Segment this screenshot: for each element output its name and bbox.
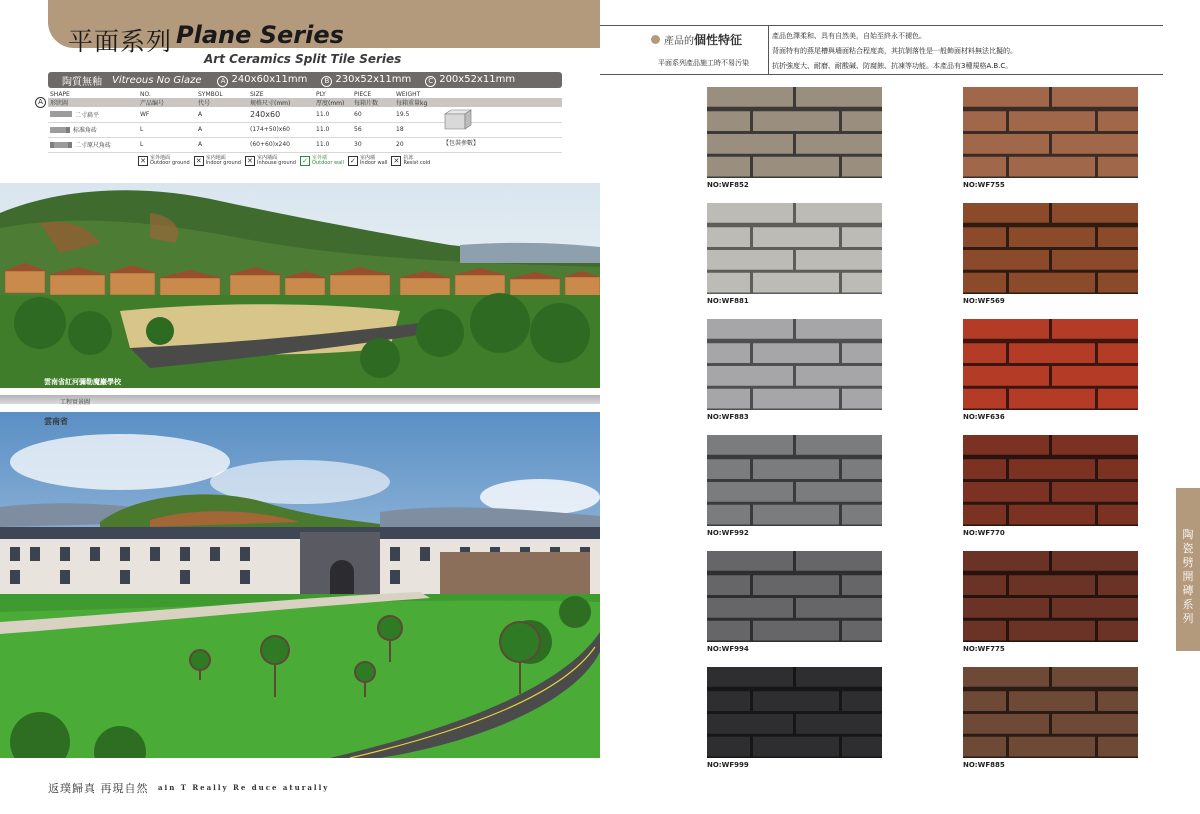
brick bbox=[842, 737, 882, 757]
table-row bbox=[48, 122, 562, 137]
brick bbox=[707, 598, 793, 618]
row-weight: 20 bbox=[394, 137, 562, 152]
side-tab-char: 陶 bbox=[1182, 528, 1194, 541]
brick bbox=[753, 621, 839, 641]
side-tab-char: 開 bbox=[1182, 570, 1194, 583]
brick bbox=[753, 505, 839, 525]
usage-en: Inhouse ground bbox=[256, 159, 296, 166]
brick bbox=[1052, 551, 1138, 571]
page-subtitle: Art Ceramics Split Tile Series bbox=[204, 52, 402, 66]
usage-cn: 室外地面 bbox=[150, 154, 171, 161]
brick bbox=[963, 134, 1049, 154]
row-no: WF bbox=[138, 107, 196, 122]
tile-swatch bbox=[963, 667, 1138, 758]
project-photo-bottom bbox=[0, 412, 600, 758]
row-size: 240x60 bbox=[248, 107, 314, 122]
side-tab-char: 系 bbox=[1182, 598, 1194, 611]
usage-inhouse-ground bbox=[245, 155, 296, 166]
brick bbox=[707, 111, 750, 131]
brick bbox=[1009, 111, 1095, 131]
brick bbox=[707, 621, 750, 641]
brick bbox=[1052, 319, 1138, 339]
brick bbox=[963, 366, 1049, 386]
brick bbox=[796, 435, 882, 455]
flat-tile-icon bbox=[50, 111, 72, 117]
page-title-en: Plane Series bbox=[176, 21, 344, 49]
col-ply: PLY bbox=[316, 90, 326, 98]
inhouse-ground-icon: ✕ bbox=[245, 156, 255, 166]
tile-swatch bbox=[707, 667, 882, 758]
brick bbox=[753, 691, 839, 711]
brick bbox=[963, 87, 1049, 107]
brick bbox=[753, 389, 839, 409]
brick bbox=[1098, 459, 1138, 479]
package-label: 【包裝參數】 bbox=[443, 140, 480, 147]
brick bbox=[842, 575, 882, 595]
feature-description bbox=[772, 29, 1162, 74]
row-no: L bbox=[138, 122, 196, 137]
usage-en: Outdoor wall bbox=[312, 159, 344, 166]
swatch-code-label: NO:WF999 bbox=[707, 761, 749, 769]
brick bbox=[963, 551, 1049, 571]
usage-indoor-wall bbox=[348, 155, 388, 166]
swatch-code-label: NO:WF992 bbox=[707, 529, 749, 537]
side-tab bbox=[1176, 488, 1200, 651]
tile-swatch bbox=[707, 435, 882, 526]
brick-pattern bbox=[963, 319, 1138, 410]
brick bbox=[753, 157, 839, 177]
brick bbox=[963, 482, 1049, 502]
col-symbol-cn: 代号 bbox=[196, 98, 248, 107]
brick bbox=[963, 505, 1006, 525]
feature-title-prefix: 產品的 bbox=[664, 36, 694, 47]
brick bbox=[842, 389, 882, 409]
package-box-icon bbox=[443, 108, 473, 130]
col-no-cn: 产品编号 bbox=[138, 98, 196, 107]
indoor-ground-icon: ✕ bbox=[194, 156, 204, 166]
brick bbox=[1052, 598, 1138, 618]
table-header-en bbox=[48, 90, 562, 98]
side-tab-char: 列 bbox=[1182, 612, 1194, 625]
brick bbox=[963, 227, 1006, 247]
usage-cn: 室内地面 bbox=[205, 154, 226, 161]
brick bbox=[707, 157, 750, 177]
brick bbox=[1009, 737, 1095, 757]
tile-swatch bbox=[963, 319, 1138, 410]
feature-line: 背面特有的燕尾槽與墻面粘合程度高，其抗剝落性是一般飾面材料無法比擬的。 bbox=[772, 47, 1017, 55]
brick bbox=[796, 87, 882, 107]
tile-swatch bbox=[963, 87, 1138, 178]
symbol-b-icon: B bbox=[321, 76, 332, 87]
brick bbox=[963, 435, 1049, 455]
brick bbox=[842, 505, 882, 525]
usage-cn: 抗冻 bbox=[403, 154, 414, 161]
swatch-code-label: NO:WF885 bbox=[963, 761, 1005, 769]
row-name: 二寸扁平 bbox=[75, 111, 100, 119]
side-tab-text bbox=[1176, 528, 1200, 626]
feature-vertical-rule bbox=[768, 26, 769, 74]
usage-outdoor-wall bbox=[300, 155, 344, 166]
brick bbox=[963, 389, 1006, 409]
usage-cn: 室内墙 bbox=[359, 154, 375, 161]
col-ply-cn: 厚度(mm) bbox=[314, 98, 352, 107]
col-symbol: SYMBOL bbox=[198, 90, 223, 98]
brick bbox=[707, 575, 750, 595]
swatch-code-label: NO:WF994 bbox=[707, 645, 749, 653]
usage-en: Indoor ground bbox=[205, 159, 241, 166]
side-tab-char: 磚 bbox=[1182, 584, 1194, 597]
corner-tile-icon bbox=[50, 127, 70, 133]
brick bbox=[753, 111, 839, 131]
brick bbox=[1009, 389, 1095, 409]
brick bbox=[963, 575, 1006, 595]
swatch-code-label: NO:WF852 bbox=[707, 181, 749, 189]
brick bbox=[1052, 482, 1138, 502]
brick bbox=[1052, 87, 1138, 107]
brick-pattern bbox=[707, 551, 882, 642]
row-piece: 60 bbox=[352, 107, 394, 122]
material-cn: 陶質無釉 bbox=[62, 76, 102, 88]
brick bbox=[1009, 273, 1095, 293]
brick bbox=[1009, 691, 1095, 711]
brick bbox=[796, 319, 882, 339]
table-header-cn bbox=[48, 98, 562, 107]
swatch-code-label: NO:WF755 bbox=[963, 181, 1005, 189]
usage-en: Indoor wall bbox=[359, 159, 388, 166]
brick bbox=[707, 459, 750, 479]
brick bbox=[963, 691, 1006, 711]
feature-top-rule bbox=[600, 25, 1163, 26]
swatch-code-label: NO:WF569 bbox=[963, 297, 1005, 305]
swatch-code-label: NO:WF775 bbox=[963, 645, 1005, 653]
usage-resist-cold bbox=[391, 155, 430, 166]
brick bbox=[707, 482, 793, 502]
brick bbox=[1009, 621, 1095, 641]
brick bbox=[707, 203, 793, 223]
usage-outdoor-ground bbox=[138, 155, 190, 166]
tile-swatch bbox=[963, 435, 1138, 526]
brick bbox=[1098, 505, 1138, 525]
brick bbox=[796, 667, 882, 687]
brick bbox=[963, 459, 1006, 479]
brick bbox=[963, 319, 1049, 339]
brick bbox=[707, 134, 793, 154]
brick bbox=[1098, 157, 1138, 177]
usage-legend bbox=[138, 155, 430, 166]
col-no: NO. bbox=[140, 90, 151, 98]
row-piece: 56 bbox=[352, 122, 394, 137]
brick-pattern bbox=[963, 551, 1138, 642]
brick bbox=[707, 505, 750, 525]
indoor-wall-icon: ✓ bbox=[348, 156, 358, 166]
side-tab-char: 劈 bbox=[1182, 556, 1194, 569]
brick bbox=[707, 273, 750, 293]
brick bbox=[796, 203, 882, 223]
brick bbox=[753, 343, 839, 363]
photo-band-caption: 工程實景圖 bbox=[60, 399, 91, 406]
brick bbox=[707, 691, 750, 711]
brick bbox=[842, 273, 882, 293]
brick-pattern bbox=[963, 203, 1138, 294]
brick bbox=[753, 459, 839, 479]
size-option-c-text: 200x52x11mm bbox=[439, 73, 516, 85]
brick-pattern bbox=[963, 667, 1138, 758]
brick bbox=[796, 134, 882, 154]
brick bbox=[963, 157, 1006, 177]
row-size: (174+50)x60 bbox=[248, 122, 314, 137]
size-option-a bbox=[217, 74, 307, 87]
footer-slogan: ain T Really Re duce aturally bbox=[158, 783, 330, 792]
outdoor-ground-icon: ✕ bbox=[138, 156, 148, 166]
symbol-a-icon: A bbox=[217, 76, 228, 87]
brick bbox=[963, 621, 1006, 641]
brick bbox=[707, 366, 793, 386]
brick bbox=[707, 435, 793, 455]
brick bbox=[1052, 250, 1138, 270]
row-piece: 30 bbox=[352, 137, 394, 152]
brick bbox=[842, 157, 882, 177]
tile-swatch bbox=[707, 87, 882, 178]
col-size-cn: 规格尺寸(mm) bbox=[248, 98, 314, 107]
brick bbox=[753, 737, 839, 757]
brick bbox=[707, 737, 750, 757]
spec-bar bbox=[48, 72, 562, 88]
brick-pattern bbox=[707, 319, 882, 410]
feature-subtext: 平面系列產品施工時不易污染 bbox=[658, 59, 749, 67]
brick-pattern bbox=[707, 87, 882, 178]
brick bbox=[963, 111, 1006, 131]
brick bbox=[753, 273, 839, 293]
brick bbox=[1009, 227, 1095, 247]
tile-swatch bbox=[707, 319, 882, 410]
brick bbox=[707, 389, 750, 409]
page-title-cn: 平面系列 bbox=[68, 27, 173, 56]
col-shape-cn: 形狀圖 bbox=[48, 98, 138, 107]
swatch-code-label: NO:WF636 bbox=[963, 413, 1005, 421]
symbol-c-icon: C bbox=[425, 76, 436, 87]
row-marker-icon: A bbox=[35, 97, 46, 108]
spec-table bbox=[48, 90, 562, 153]
brick bbox=[842, 621, 882, 641]
brick bbox=[963, 203, 1049, 223]
brick bbox=[1052, 667, 1138, 687]
photo-bottom-caption: 雲南省 bbox=[44, 416, 68, 426]
material-en: Vitreous No Glaze bbox=[112, 74, 202, 86]
brick-pattern bbox=[963, 87, 1138, 178]
brick bbox=[796, 482, 882, 502]
brick bbox=[1098, 273, 1138, 293]
swatch-code-label: NO:WF770 bbox=[963, 529, 1005, 537]
brick bbox=[707, 227, 750, 247]
snowflake-icon: ✕ bbox=[391, 156, 401, 166]
footer-calligraphy: 返璞歸真 再現自然 bbox=[48, 782, 149, 795]
brick bbox=[1052, 714, 1138, 734]
photo-top-caption: 雲南省紅河彌勒魔巖學校 bbox=[44, 377, 121, 386]
feature-bottom-rule bbox=[600, 74, 1163, 75]
table-row bbox=[48, 107, 562, 122]
brick bbox=[1009, 575, 1095, 595]
col-weight: WEIGHT bbox=[396, 90, 421, 98]
brick bbox=[1009, 459, 1095, 479]
usage-en: Outdoor ground bbox=[150, 159, 190, 166]
brick-pattern bbox=[707, 435, 882, 526]
col-piece-cn: 每箱片数 bbox=[352, 98, 394, 107]
feature-line: 抗折強度大、耐磨、耐酸碱、防腐蝕、抗凍等功能。本產品有3種規格A.B.C。 bbox=[772, 62, 1013, 70]
brick bbox=[842, 459, 882, 479]
feature-title-main: 個性特征 bbox=[694, 33, 743, 47]
brick bbox=[963, 250, 1049, 270]
row-ply: 11.0 bbox=[314, 122, 352, 137]
brick bbox=[707, 667, 793, 687]
brick bbox=[796, 598, 882, 618]
brick bbox=[753, 575, 839, 595]
col-size: SIZE bbox=[250, 90, 264, 98]
brick bbox=[707, 319, 793, 339]
double-corner-tile-icon bbox=[50, 142, 72, 148]
brick bbox=[1098, 389, 1138, 409]
brick bbox=[963, 343, 1006, 363]
brick bbox=[1098, 343, 1138, 363]
brick-pattern bbox=[707, 667, 882, 758]
brick bbox=[707, 714, 793, 734]
brick bbox=[963, 667, 1049, 687]
brick bbox=[796, 714, 882, 734]
brick bbox=[707, 343, 750, 363]
brick bbox=[842, 111, 882, 131]
brick-pattern bbox=[707, 203, 882, 294]
outdoor-wall-icon: ✓ bbox=[300, 156, 310, 166]
brick bbox=[796, 366, 882, 386]
brick bbox=[707, 250, 793, 270]
table-row bbox=[48, 137, 562, 152]
brick bbox=[963, 598, 1049, 618]
usage-indoor-ground bbox=[194, 155, 241, 166]
brick bbox=[963, 714, 1049, 734]
brick bbox=[796, 250, 882, 270]
size-option-b-text: 230x52x11mm bbox=[335, 73, 412, 85]
brick bbox=[1098, 111, 1138, 131]
brick bbox=[1098, 621, 1138, 641]
row-ply: 11.0 bbox=[314, 107, 352, 122]
feature-title bbox=[664, 31, 742, 48]
tile-swatch bbox=[963, 203, 1138, 294]
row-name: 二寸原尺角砖 bbox=[75, 142, 112, 149]
col-shape: SHAPE bbox=[50, 90, 70, 98]
brick bbox=[1052, 203, 1138, 223]
project-photo-top bbox=[0, 183, 600, 388]
brick bbox=[1052, 134, 1138, 154]
brick bbox=[707, 87, 793, 107]
brick-pattern bbox=[963, 435, 1138, 526]
tile-swatch bbox=[707, 551, 882, 642]
row-weight: 19.5 bbox=[394, 107, 562, 122]
size-option-c bbox=[425, 74, 515, 87]
side-tab-char: 瓷 bbox=[1182, 542, 1194, 555]
brick bbox=[1052, 435, 1138, 455]
row-ply: 11.0 bbox=[314, 137, 352, 152]
usage-cn: 室内墙面 bbox=[256, 154, 277, 161]
brick bbox=[842, 227, 882, 247]
col-piece: PIECE bbox=[354, 90, 372, 98]
brick bbox=[1009, 343, 1095, 363]
brick bbox=[1052, 366, 1138, 386]
swatch-code-label: NO:WF881 bbox=[707, 297, 749, 305]
brick bbox=[1098, 575, 1138, 595]
col-weight-cn: 每箱重量kg bbox=[394, 98, 562, 107]
brick bbox=[842, 691, 882, 711]
tile-swatch bbox=[963, 551, 1138, 642]
bullet-dot-icon bbox=[651, 35, 660, 44]
row-size: (60+60)x240 bbox=[248, 137, 314, 152]
brick bbox=[963, 273, 1006, 293]
feature-line: 產品色澤柔和、具有自然美，自始至終永不褪色。 bbox=[772, 32, 926, 40]
row-weight: 18 bbox=[394, 122, 562, 137]
row-symbol: A bbox=[196, 137, 248, 152]
row-symbol: A bbox=[196, 107, 248, 122]
row-no: L bbox=[138, 137, 196, 152]
usage-en: Resist cold bbox=[403, 159, 431, 166]
brick bbox=[753, 227, 839, 247]
size-option-a-text: 240x60x11mm bbox=[231, 73, 308, 85]
swatch-code-label: NO:WF883 bbox=[707, 413, 749, 421]
brick bbox=[1098, 691, 1138, 711]
row-name: 标准角砖 bbox=[73, 127, 98, 134]
brick bbox=[1098, 227, 1138, 247]
tile-swatch bbox=[707, 203, 882, 294]
brick bbox=[842, 343, 882, 363]
brick bbox=[1098, 737, 1138, 757]
size-option-b bbox=[321, 74, 411, 87]
brick bbox=[963, 737, 1006, 757]
row-symbol: A bbox=[196, 122, 248, 137]
brick bbox=[707, 551, 793, 571]
usage-cn: 室外墙 bbox=[312, 154, 328, 161]
brick bbox=[1009, 505, 1095, 525]
brick bbox=[796, 551, 882, 571]
brick bbox=[1009, 157, 1095, 177]
